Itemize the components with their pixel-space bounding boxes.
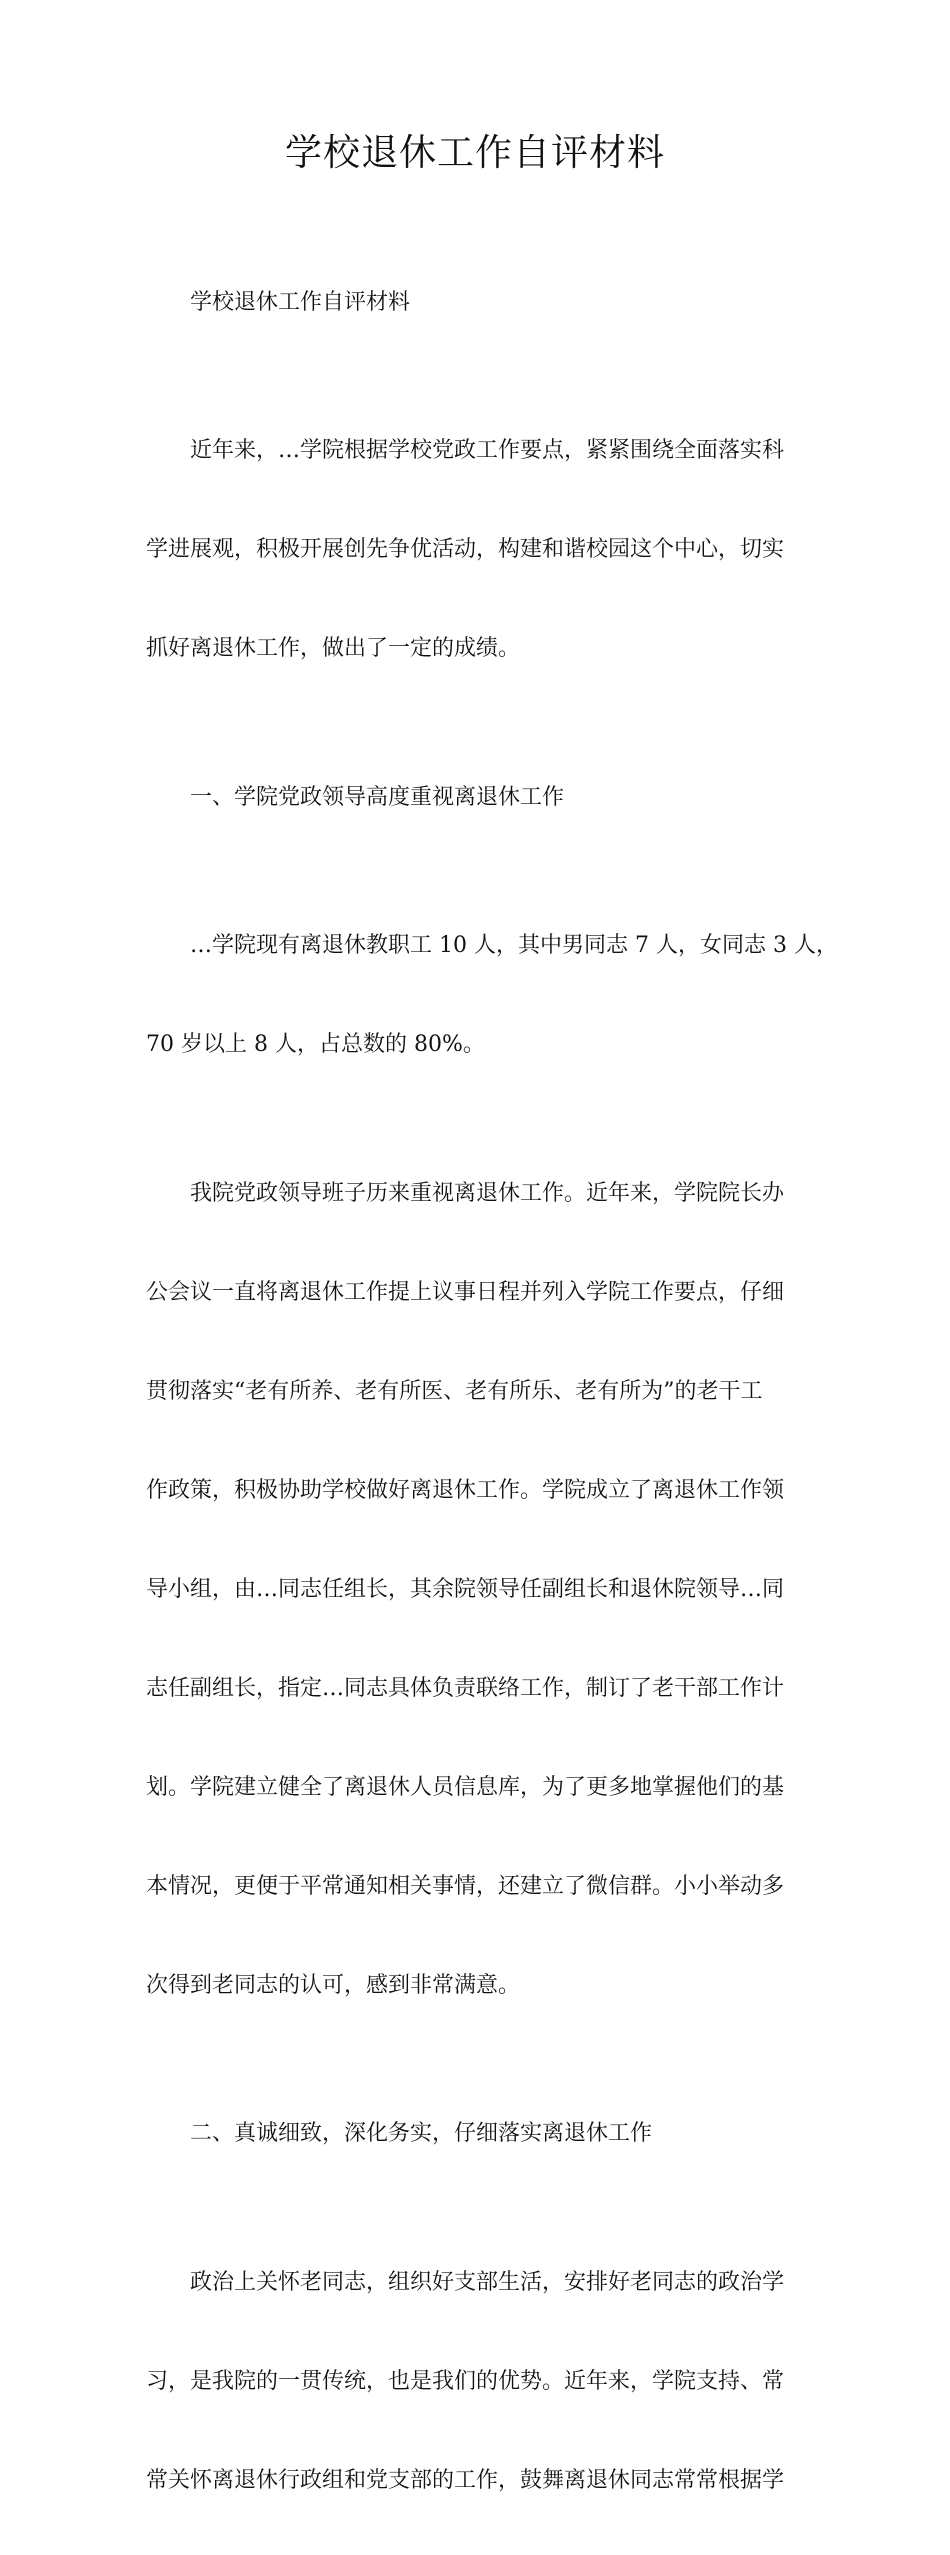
section-heading-1: [146, 723, 808, 872]
text-line: 学进展观，积极开展创先争优活动，构建和谐校园这个中心，切实: [146, 537, 785, 562]
text-line: 划。学院建立健全了离退休人员信息库，为了更多地掌握他们的基: [146, 1774, 785, 1800]
text-line: 本情况，更便于平常通知相关事情，还建立了微信群。小小举动多: [146, 1873, 785, 1899]
document-title: 学校退休工作自评材料: [285, 131, 665, 174]
paragraph-political-care: [146, 2208, 808, 2555]
text-line: 作政策，积极协助学校做好离退休工作。学院成立了离退休工作领: [146, 1477, 785, 1503]
text-line: 次得到老同志的认可，感到非常满意。: [146, 1972, 521, 1998]
text-line: 近年来，…学院根据学校党政工作要点，紧紧围绕全面落实科: [190, 438, 785, 463]
document-body: [146, 228, 838, 2555]
paragraph-leadership: [146, 1119, 808, 2060]
paragraph-intro: [146, 377, 808, 724]
text-line: 习，是我院的一贯传统，也是我们的优势。近年来，学院支持、常: [146, 2368, 785, 2394]
text-line: 二、真诚细致，深化务实，仔细落实离退休工作: [190, 2121, 653, 2146]
text-line: …学院现有离退休教职工 10 人，其中男同志 7 人，女同志 3 人，: [190, 933, 838, 958]
text-line: 抓好离退休工作，做出了一定的成绩。: [146, 636, 521, 661]
text-line: 贯彻落实“老有所养、老有所医、老有所乐、老有所为”的老干工: [146, 1378, 763, 1404]
text-line: 志任副组长，指定…同志具体负责联络工作，制订了老干部工作计: [146, 1675, 785, 1701]
text-line: 导小组，由…同志任组长，其余院领导任副组长和退休院领导…同: [146, 1576, 785, 1602]
paragraph-staff-stats: [146, 872, 838, 1120]
section-heading-2: [146, 2060, 808, 2209]
text-line: 常关怀离退休行政组和党支部的工作，鼓舞离退休同志常常根据学: [146, 2467, 785, 2493]
text-line: 政治上关怀老同志，组织好支部生活，安排好老同志的政治学: [190, 2269, 785, 2295]
text-line: 我院党政领导班子历来重视离退休工作。近年来，学院院长办: [190, 1180, 785, 1206]
text-line: 一、学院党政领导高度重视离退休工作: [190, 784, 565, 810]
paragraph-subtitle: [146, 228, 808, 377]
text-line: 学校退休工作自评材料: [190, 289, 411, 315]
text-line: 70 岁以上 8 人，占总数的 80%。: [146, 1032, 485, 1057]
text-line: 公会议一直将离退休工作提上议事日程并列入学院工作要点，仔细: [146, 1279, 785, 1305]
